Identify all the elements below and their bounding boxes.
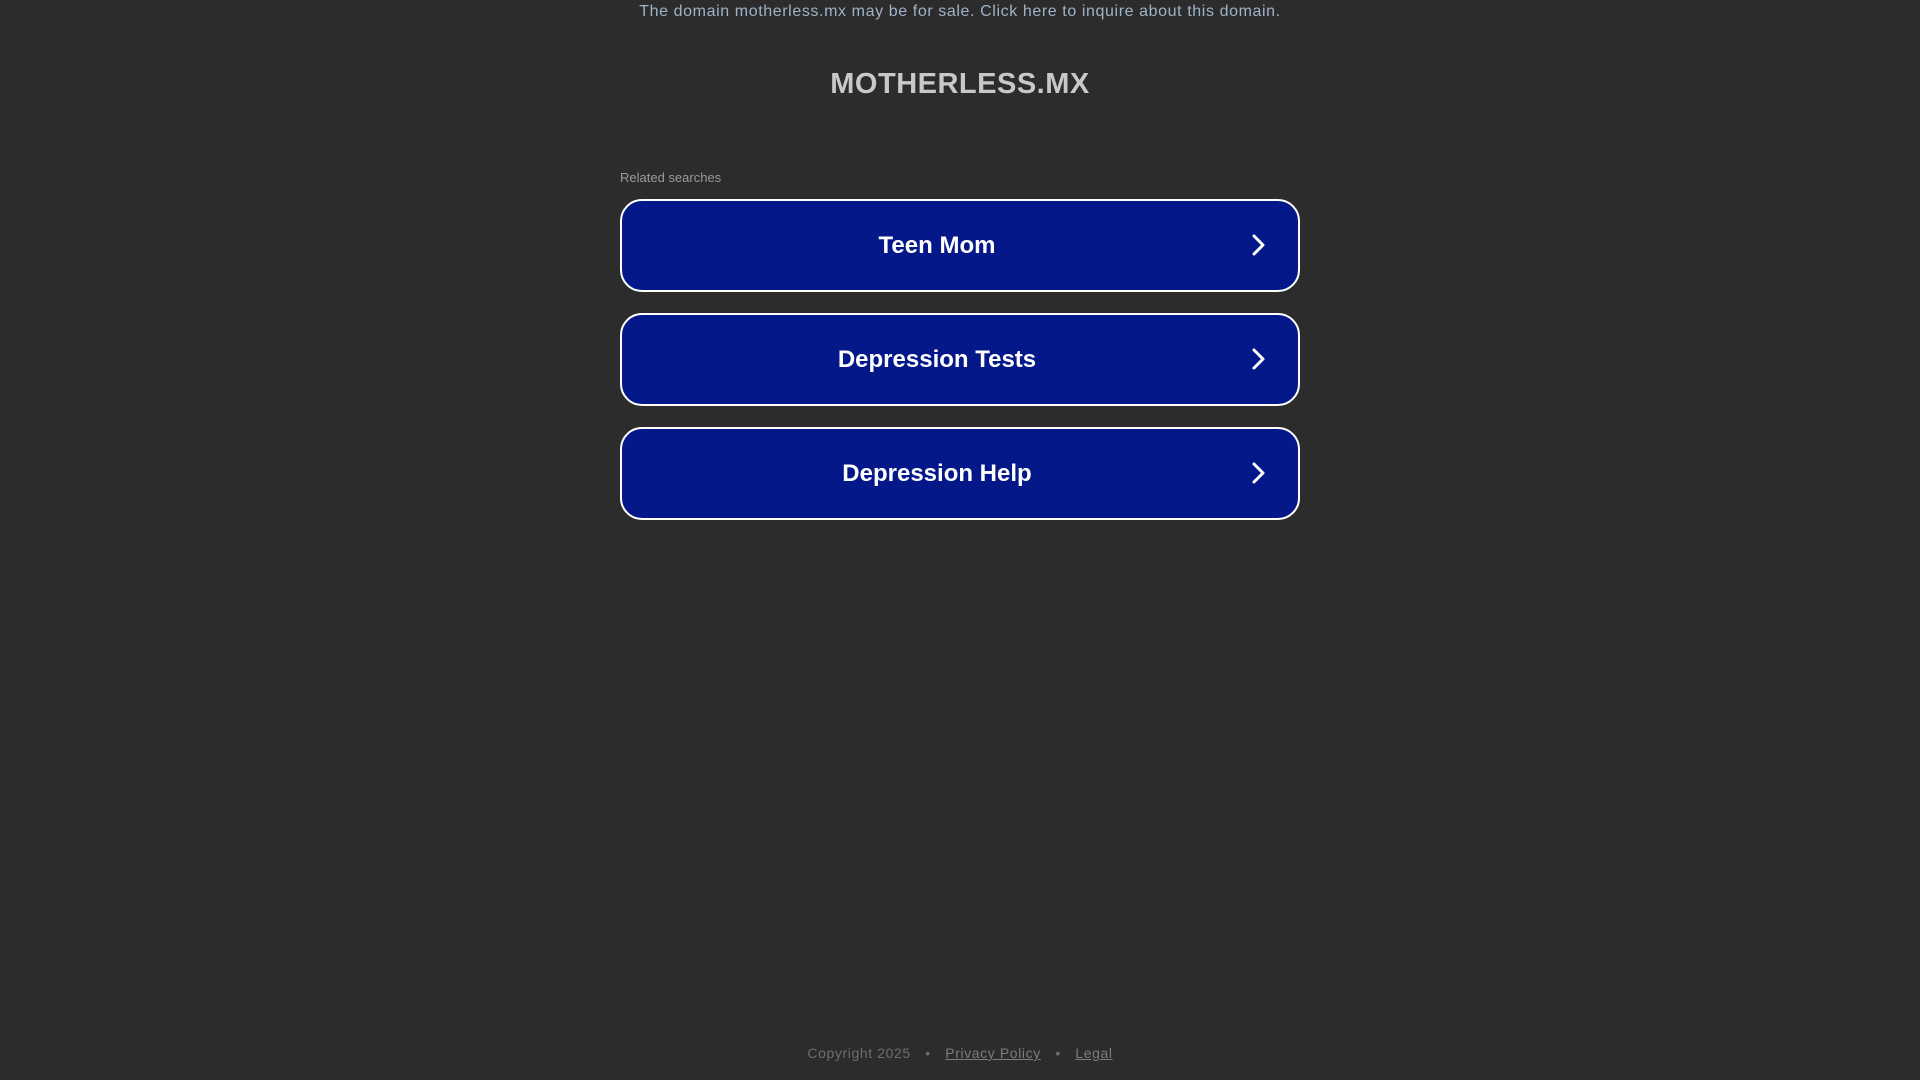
domain-sale-link[interactable]: The domain motherless.mx may be for sale. Click here to inquire about this domain.	[639, 3, 1281, 20]
copyright-text: Copyright 2025	[807, 1045, 911, 1061]
footer-separator: •	[1055, 1045, 1061, 1061]
search-button-depression-help[interactable]	[620, 427, 1300, 520]
chevron-right-icon	[1246, 347, 1270, 371]
search-button-label: Depression Help	[842, 460, 1032, 487]
privacy-policy-link[interactable]: Privacy Policy	[945, 1045, 1041, 1061]
search-button-label: Depression Tests	[837, 346, 1037, 373]
chevron-right-icon	[1246, 461, 1270, 485]
related-searches-label: Related searches	[620, 170, 722, 185]
footer-separator: •	[925, 1045, 931, 1061]
chevron-right-icon	[1246, 233, 1270, 257]
domain-title: MOTHERLESS.MX	[830, 68, 1090, 100]
search-button-depression-tests[interactable]	[620, 313, 1300, 406]
search-button-teen-mom[interactable]	[620, 199, 1300, 292]
footer	[0, 1045, 1920, 1061]
legal-link[interactable]: Legal	[1075, 1045, 1113, 1061]
related-searches	[620, 170, 1300, 541]
search-button-label: Teen Mom	[878, 232, 996, 259]
